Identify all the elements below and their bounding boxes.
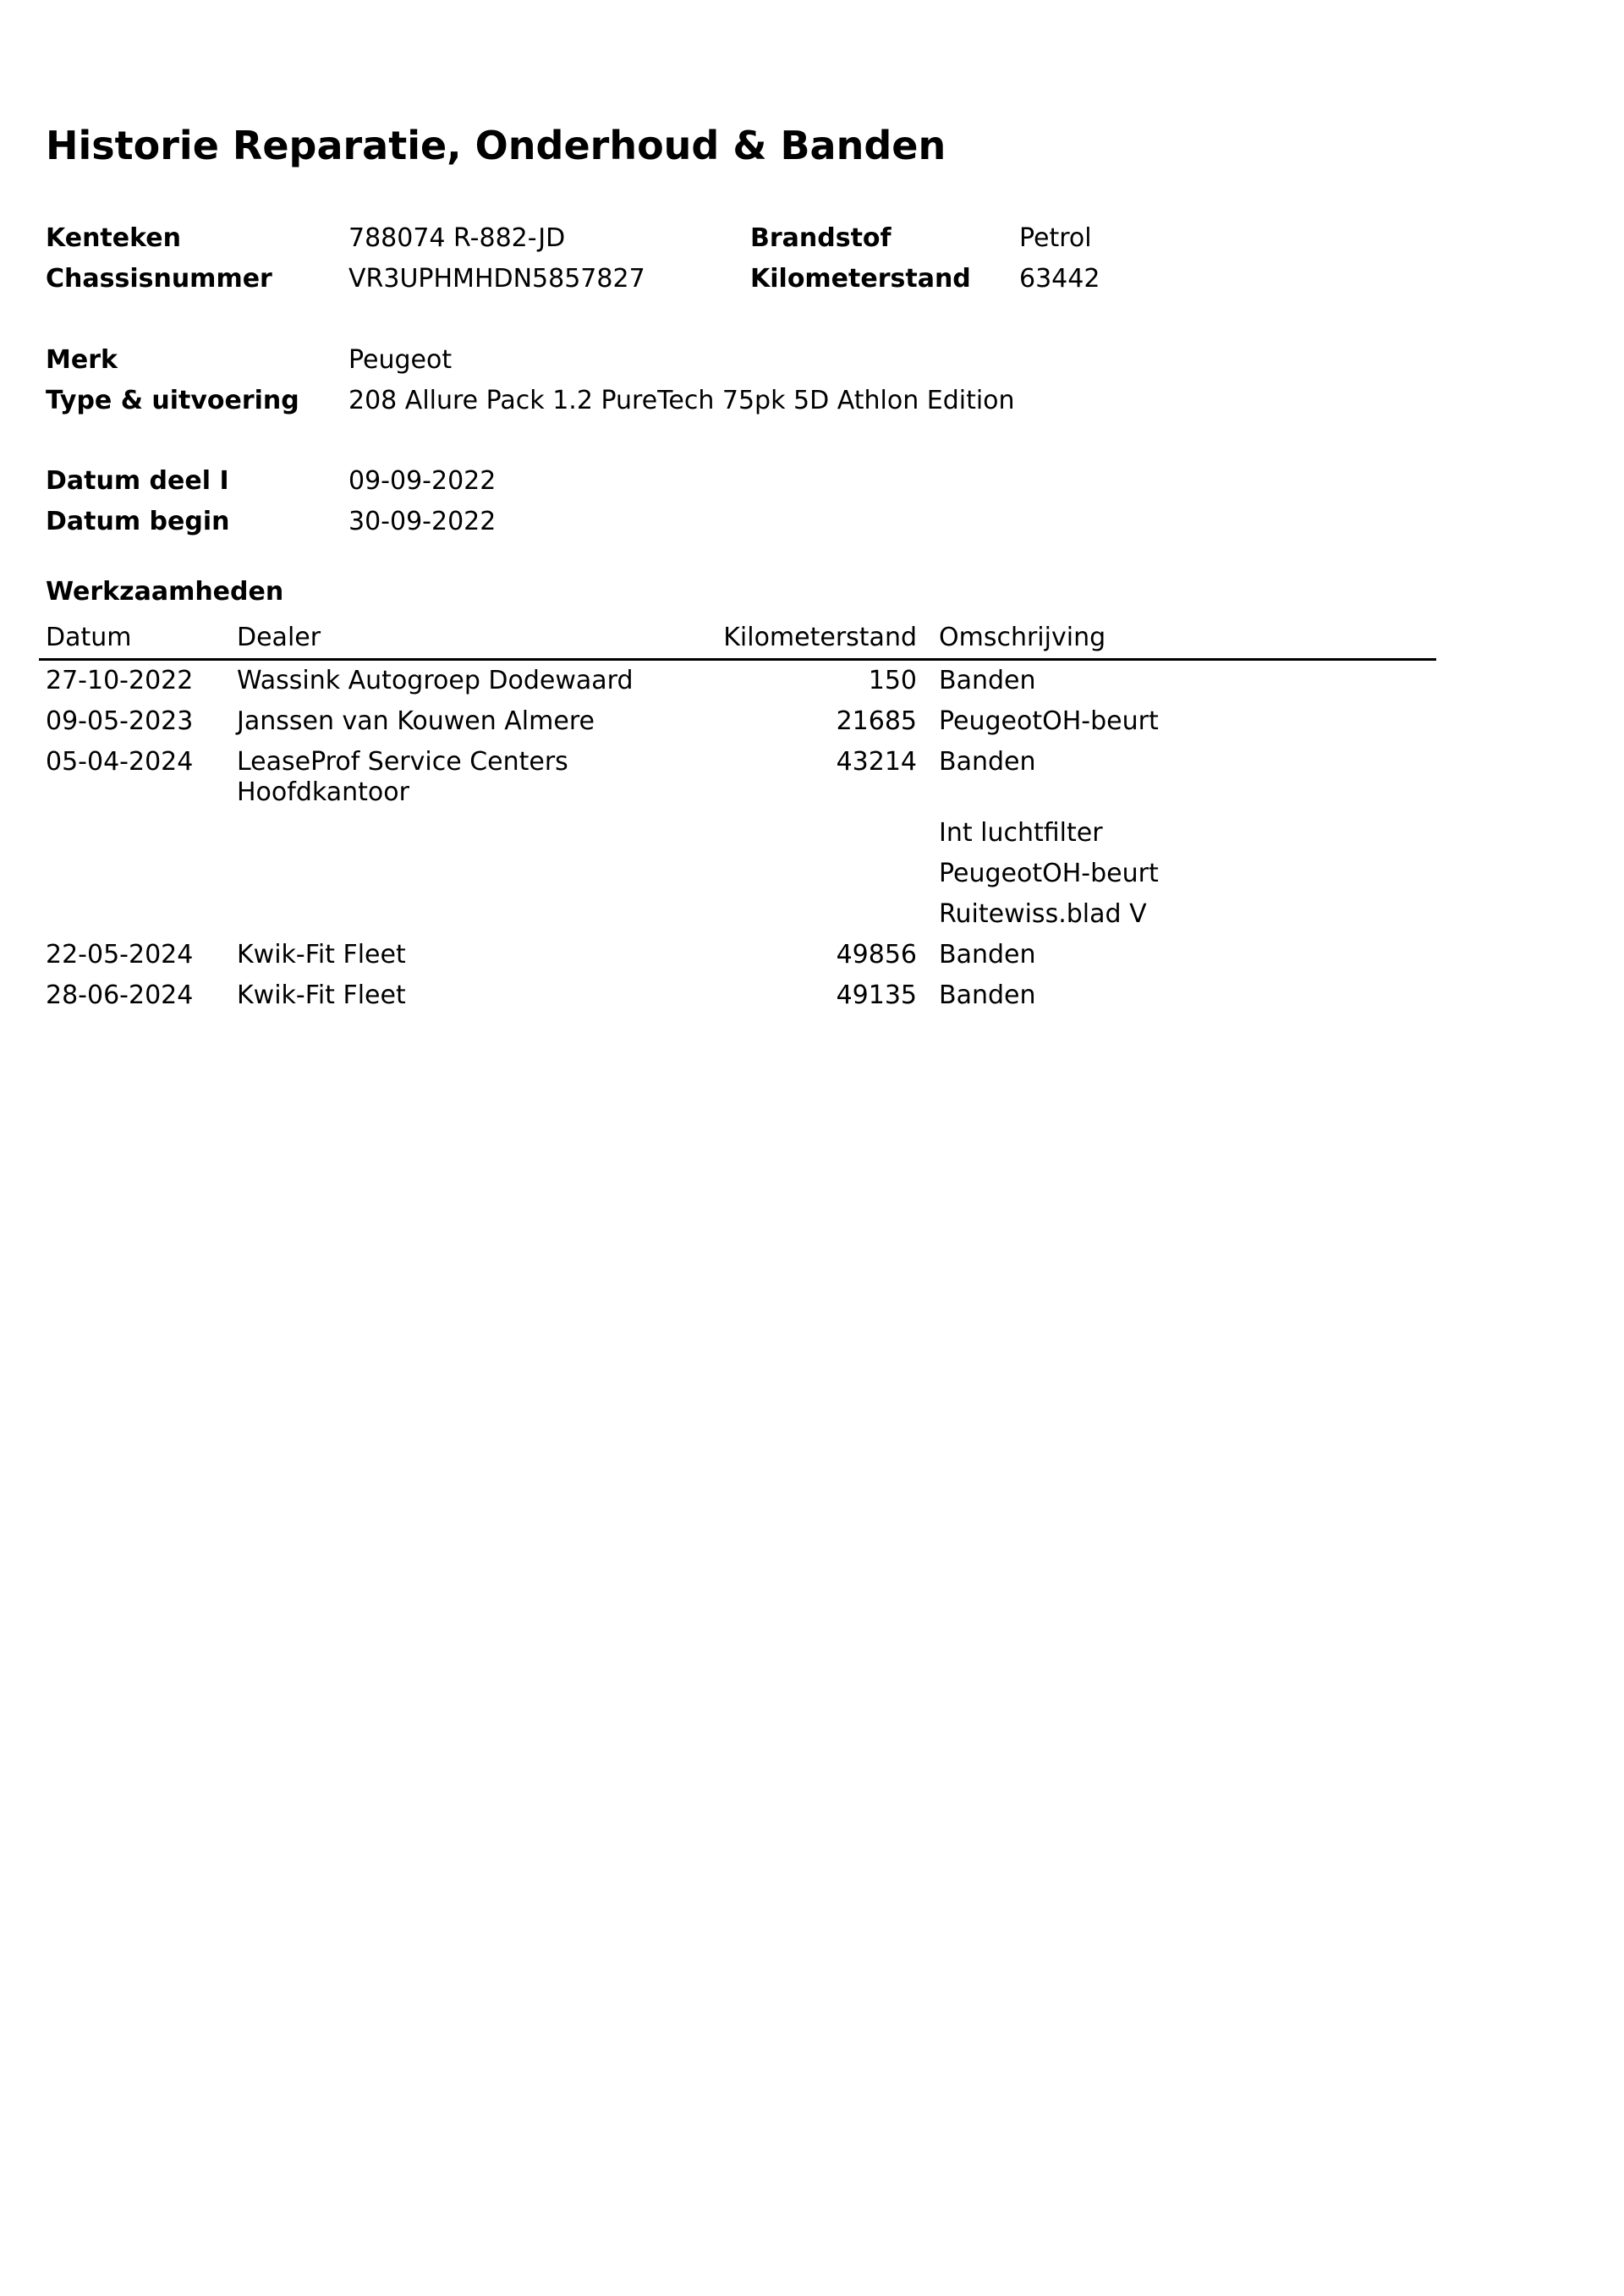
row-desc: Banden: [939, 980, 1036, 1010]
table-row: [39, 701, 1436, 742]
type-value: 208 Allure Pack 1.2 PureTech 75pk 5D Athlon Edition: [348, 386, 1015, 415]
row-dealer: Wassink Autogroep Dodewaard: [237, 666, 634, 695]
row-desc: PeugeotOH-beurt: [939, 706, 1159, 736]
table-row: [39, 935, 1436, 975]
datum-begin-label: Datum begin: [46, 507, 230, 536]
chassis-label: Chassisnummer: [46, 264, 272, 294]
header-omschrijving: Omschrijving: [939, 623, 1106, 652]
row-dealer: Janssen van Kouwen Almere: [237, 706, 595, 736]
chassis-value: VR3UPHMHDN5857827: [348, 264, 645, 294]
header-datum: Datum: [46, 623, 132, 652]
page-title: Historie Reparatie, Onderhoud & Banden: [46, 123, 946, 168]
row-dealer: Kwik-Fit Fleet: [237, 940, 406, 969]
table-header: [39, 619, 1436, 661]
row-desc: Banden: [939, 747, 1036, 777]
merk-value: Peugeot: [348, 345, 453, 375]
table-row: [39, 854, 1436, 894]
row-km: 49135: [836, 980, 917, 1010]
header-kilometerstand: Kilometerstand: [723, 623, 917, 652]
merk-label: Merk: [46, 345, 118, 375]
row-desc: PeugeotOH-beurt: [939, 859, 1159, 888]
kenteken-value: 788074 R-882-JD: [348, 223, 566, 253]
row-date: 27-10-2022: [46, 666, 194, 695]
type-label: Type & uitvoering: [46, 386, 299, 415]
kenteken-label: Kenteken: [46, 223, 181, 253]
work-history-table: [39, 619, 1436, 1016]
header-dealer: Dealer: [237, 623, 321, 652]
table-row: [39, 894, 1436, 935]
kilometerstand-label: Kilometerstand: [750, 264, 971, 294]
row-km: 21685: [836, 706, 917, 736]
table-row: [39, 661, 1436, 701]
datum-deel-value: 09-09-2022: [348, 466, 497, 496]
row-km: 43214: [836, 747, 917, 777]
table-row: [39, 813, 1436, 854]
row-desc: Banden: [939, 666, 1036, 695]
brandstof-value: Petrol: [1019, 223, 1092, 253]
werkzaamheden-title: Werkzaamheden: [46, 577, 284, 607]
kilometerstand-value: 63442: [1019, 264, 1100, 294]
table-row: [39, 975, 1436, 1016]
row-date: 05-04-2024: [46, 747, 194, 777]
datum-begin-value: 30-09-2022: [348, 507, 497, 536]
row-dealer: Kwik-Fit Fleet: [237, 980, 406, 1010]
row-date: 28-06-2024: [46, 980, 194, 1010]
datum-deel-label: Datum deel I: [46, 466, 229, 496]
row-desc: Banden: [939, 940, 1036, 969]
table-row: [39, 742, 1436, 813]
row-date: 22-05-2024: [46, 940, 194, 969]
row-km: 49856: [836, 940, 917, 969]
brandstof-label: Brandstof: [750, 223, 892, 253]
row-desc: Int luchtfilter: [939, 818, 1103, 848]
row-km: 150: [868, 666, 917, 695]
row-dealer: LeaseProf Service Centers Hoofdkantoor: [237, 747, 568, 807]
row-date: 09-05-2023: [46, 706, 194, 736]
row-desc: Ruitewiss.blad V: [939, 899, 1147, 929]
